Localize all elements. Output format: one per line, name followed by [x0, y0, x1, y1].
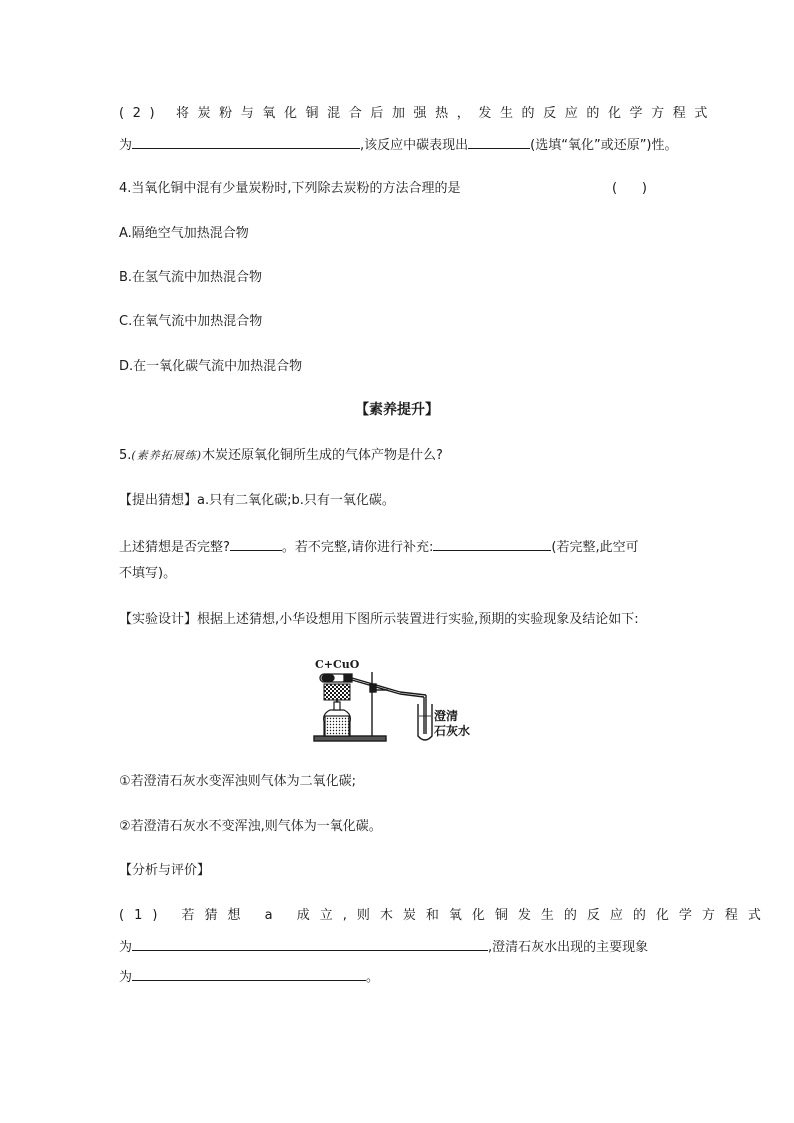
alcohol-lamp	[324, 702, 351, 736]
reaction-tube	[320, 674, 352, 682]
q5-result-1: ①若澄清石灰水变浑浊则气体为二氧化碳;	[119, 774, 357, 789]
a1-end: 。	[366, 970, 380, 985]
q5-result-2: ②若澄清石灰水不变浑浊,则气体为一氧化碳。	[119, 819, 382, 834]
complete-tail: (若完整,此空可	[551, 540, 639, 555]
q4-option-a[interactable]: A.隔绝空气加热混合物	[119, 226, 249, 241]
q4-option-c[interactable]: C.在氧气流中加热混合物	[119, 314, 263, 329]
q3-part2-intro: (2) 将炭粉与氧化铜混合后加强热，发生的反应的化学方程式	[119, 106, 716, 121]
limewater-label-2: 石灰水	[434, 724, 471, 738]
a1-wei2: 为	[119, 970, 133, 985]
q3-wei: 为	[119, 138, 133, 153]
q4-option-d[interactable]: D.在一氧化碳气流中加热混合物	[119, 359, 303, 374]
design-label: 【实验设计】	[119, 612, 198, 627]
a1-wei: 为	[119, 940, 133, 955]
supplement-blank[interactable]	[433, 537, 551, 551]
design-text: 根据上述猜想,小华设想用下图所示装置进行实验,预期的实验现象及结论如下:	[197, 612, 639, 627]
q5-complete-line	[119, 537, 639, 557]
q5-a1-answer-line	[119, 937, 648, 957]
section-title: 【素养提升】	[355, 402, 439, 418]
q5-design	[119, 611, 639, 629]
q5-stem: 木炭还原氧化铜所生成的气体产物是什么?	[202, 448, 443, 463]
q5-stem-line	[119, 447, 443, 465]
reactant-label: C+CuO	[315, 658, 360, 671]
complete-mid: 。若不完整,请你进行补充:	[281, 540, 434, 555]
limewater-tube	[418, 704, 432, 740]
limewater-label-1: 澄清	[434, 709, 459, 723]
q4-stem: 4.当氧化铜中混有少量炭粉时,下列除去炭粉的方法合理的是	[119, 181, 461, 196]
q5-note: (素养拓展练)	[131, 449, 202, 462]
q5-a1-phenomenon-line	[119, 967, 379, 987]
q3-property-blank[interactable]	[468, 135, 530, 149]
delivery-tube	[352, 678, 426, 734]
complete-question: 上述猜想是否完整?	[119, 540, 230, 555]
q3-part2-answer-line	[119, 135, 678, 155]
a1-phenomenon-blank[interactable]	[132, 967, 366, 981]
q3-mid-text: ,该反应中碳表现出	[360, 138, 469, 153]
q5-complete-tail2: 不填写)。	[119, 566, 177, 581]
flame	[324, 684, 350, 702]
q5-number: 5.	[119, 448, 132, 463]
q5-a1-intro: (1) 若猜想 a 成立,则木炭和氧化铜发生的反应的化学方程式	[119, 908, 771, 923]
q5-analysis-label: 【分析与评价】	[119, 863, 211, 878]
q3-tail-text: (选填“氧化”或还原”)性。	[530, 138, 678, 153]
a1-mid: ,澄清石灰水出现的主要现象	[488, 940, 649, 955]
hypothesis-label: 【提出猜想】	[119, 493, 198, 508]
q4-answer-paren[interactable]: ( )	[612, 181, 647, 196]
q3-equation-blank[interactable]	[132, 135, 360, 149]
apparatus-figure	[308, 654, 486, 746]
q4-option-b[interactable]: B.在氢气流中加热混合物	[119, 270, 263, 285]
complete-yesno-blank[interactable]	[230, 537, 282, 551]
q5-hypothesis	[119, 492, 395, 510]
hypothesis-text: a.只有二氧化碳;b.只有一氧化碳。	[197, 493, 395, 508]
a1-equation-blank[interactable]	[132, 937, 488, 951]
